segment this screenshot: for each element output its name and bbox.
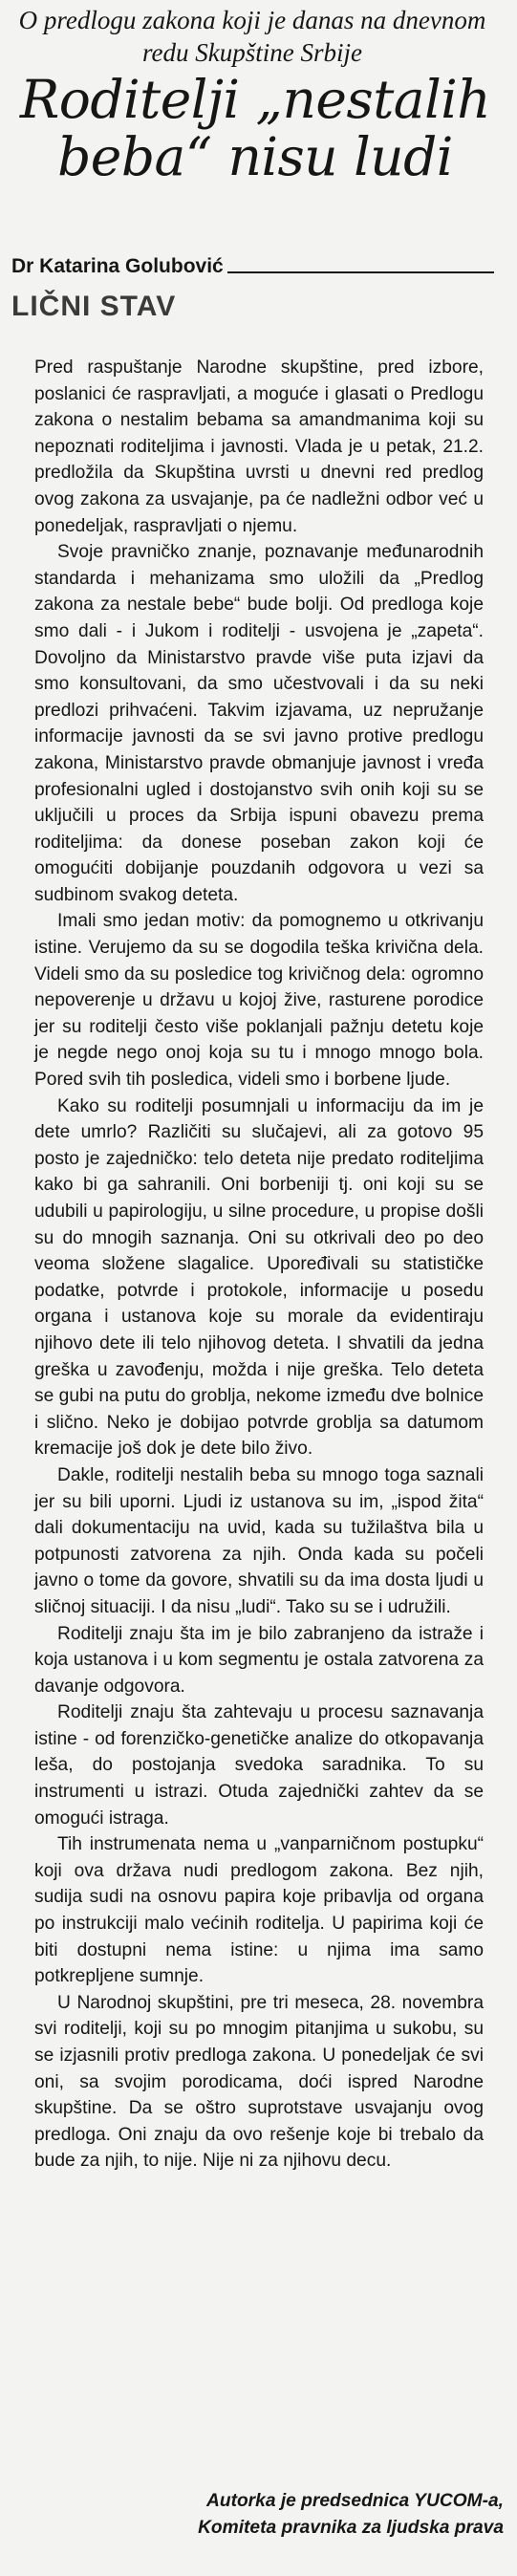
kicker: O predlogu zakona koji je danas na dnevnom redu Skupštine Srbije xyxy=(18,6,486,67)
article-body xyxy=(34,355,484,2175)
section-label: LIČNI STAV xyxy=(11,291,177,322)
byline-rule xyxy=(227,254,494,273)
paragraph: Kako su roditelji posumnjali u informaciju da im je dete umrlo? Različiti su slučajevi, ali za gotovo 95 posto je zajedničko: telo deteta nije predato roditeljima kako bi ga sahranili. Oni borbeniji tj. oni koji su se udubili u papirologiju, u silne procedure, u propise došli su do mnogih saznanja. Oni su otkrivali deo po deo veoma složene slagalice. Upoređivali su statističke podatke, potvrde i protokole, informacije u posedu organa i ustanova koje su morale da evidentiraju njihovo dete ili telo njihovog deteta. I shvatili da jedna greška u zavođenju, možda i nije greška. Telo deteta se gubi na putu do groblja, nekome između dve bolnice i slično. Neko je dobijao potvrde groblja sa datumom kremacije još dok je dete bilo živo. xyxy=(34,1095,484,1460)
headline: Roditelji „nestalih beba“ nisu ludi xyxy=(19,69,491,187)
paragraph: Dakle, roditelji nestalih beba su mnogo toga saznali jer su bili uporni. Ljudi iz ustanova su im, „ispod žita“ dali dokumentaciju na uvid, kada su tužilaštva bila u potpunosti zatvorena za njih. Onda kada su počeli javno o tome da govore, shvatili su da ima dosta ljudi u sličnoj situaciji. I da nisu „ludi“. Tako su se i udružili. xyxy=(34,1464,484,1617)
byline xyxy=(11,254,506,279)
paragraph: Pred raspuštanje Narodne skupštine, pred izbore, poslanici će raspravljati, a moguće i glasati o Predlogu zakona o nestalim bebama sa amandmanima koji su nepoznati roditeljima i javnosti. Vlada je u petak, 21.2. predložila da Skupština uvrsti u dnevni red predlog ovog zakona za usvajanje, pa će nadležni odbor već u ponedeljak, raspravljati o njemu. xyxy=(34,357,484,536)
paragraph: Tih instrumenata nema u „vanparničnom postupku“ koji ova država nudi predlogom zakona. Bez njih, sudija sudi na osnovu papira koje pribavlja od organa po instrukciji malo većinih roditelja. U papirima koji će biti dostupni nema istine: u njima ima samo potkrepljene sumnje. xyxy=(34,1834,484,1987)
author-note-line: Komiteta pravnika za ljudska prava xyxy=(198,2517,504,2538)
paragraph: Roditelji znaju šta im je bilo zabranjeno da istraže i koja ustanova i u kom segmentu je ostala zatvorena za davanje odgovora. xyxy=(34,1623,484,1697)
paragraph: U Narodnoj skupštini, pre tri meseca, 28. novembra svi roditelji, koji su po mnogim pitanjima u sukobu, su se izjasnili protiv predloga zakona. U ponedeljak će svi oni, sa svojim porodicama, doći ispred Narodne skupštine. Da se oštro suprotstave usvajanju ovog predloga. Oni znaju da ovo rešenje koje bi trebalo da bude za njih, to nije. Nije ni za njihovu decu. xyxy=(34,1992,484,2172)
paragraph: Imali smo jedan motiv: da pomognemo u otkrivanju istine. Verujemo da su se dogodila teška krivična dela. Videli smo da su posledice tog krivičnog dela: ogromno nepoverenje u državu u kojoj žive, rasturene porodice jer su roditelji često više poklanjali pažnju detetu koje je negde nego onoj koja su tu i mnogo mnogo bola. Pored svih tih posledica, videli smo i borbene ljude. xyxy=(34,911,484,1091)
paragraph: Roditelji znaju šta zahtevaju u procesu saznavanja istine - od forenzičko-genetičke analize do otkopavanja leša, do postojanja svedoka saradnika. To su instrumenti u istrazi. Otuda zajednički zahtev da se omogući istraga. xyxy=(34,1702,484,1829)
author-name: Dr Katarina Golubović xyxy=(11,255,224,277)
author-note-line: Autorka je predsednica YUCOM-a, xyxy=(206,2491,504,2511)
author-note xyxy=(54,2488,504,2541)
paragraph: Svoje pravničko znanje, poznavanje međunarodnih standarda i mehanizama smo uložili da „Predlog zakona za nestale bebe“ bude bolji. Od predloga koje smo dali - i Jukom i roditelji - usvojena je „zapeta“. Dovoljno da Ministarstvo pravde više puta izjavi da smo konsultovani, da smo učestvovali i da su neki predlozi prihvaćeni. Takvim izjavama, uz nepružanje informacije javnosti da se svi javno protive predlogu zakona, Ministarstvo pravde obmanjuje javnost i vređa profesionalni ugled i dostojanstvo svih onih koji su se uključili u proces da Srbija ispuni obavezu prema roditeljima: da donese poseban zakon koji će omogućiti dobijanje pouzdanih odgovora u vezi sa sudbinom svakog deteta. xyxy=(34,542,484,905)
